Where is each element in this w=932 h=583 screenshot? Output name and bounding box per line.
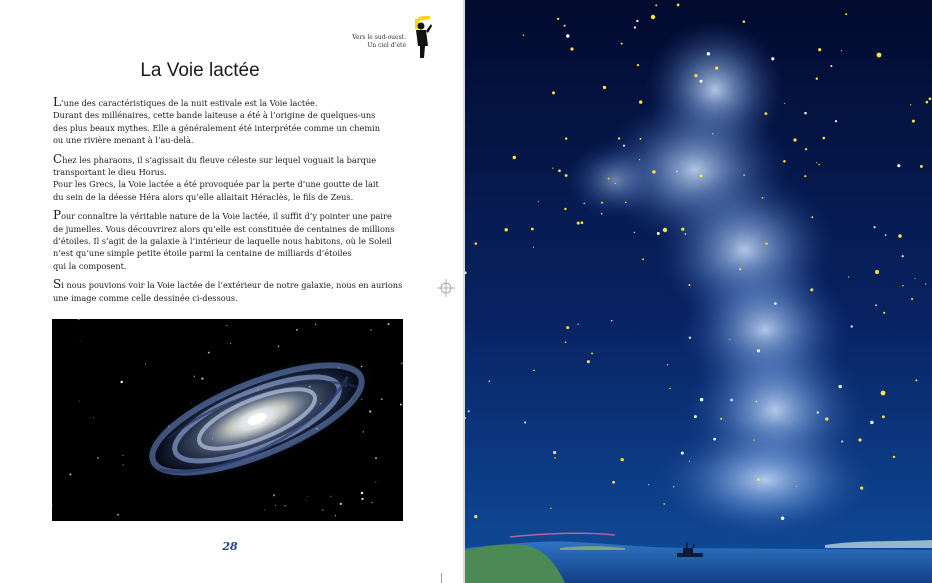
star bbox=[375, 482, 376, 483]
star bbox=[601, 213, 603, 215]
star bbox=[565, 174, 568, 177]
star bbox=[755, 401, 757, 403]
star bbox=[513, 156, 516, 159]
star bbox=[810, 288, 813, 291]
star bbox=[400, 403, 402, 405]
star bbox=[475, 242, 478, 245]
star bbox=[681, 452, 684, 455]
star bbox=[676, 170, 677, 171]
paragraph-text: our connaître la véritable nature de la Voie lactée, il suffit d’y pointer une paire de jumelles. Vous découvrirez alors qu’elle est constituée de centaines de millions d’étoiles. Il s’agit de la galaxie à l’intérieur de laquelle nous habitons, où le Soleil n’est qu’une simple petite étoile parmi la centaine de milliards d’étoiles qui la composent. bbox=[53, 211, 395, 271]
star bbox=[581, 221, 584, 224]
star bbox=[657, 232, 660, 235]
star bbox=[648, 484, 649, 485]
star bbox=[117, 514, 119, 516]
star bbox=[273, 494, 275, 496]
star bbox=[818, 48, 821, 51]
star bbox=[818, 164, 820, 166]
page-number: 28 bbox=[222, 540, 238, 553]
star bbox=[823, 137, 826, 140]
star bbox=[655, 4, 657, 6]
crop-mark bbox=[441, 573, 448, 583]
star bbox=[883, 312, 885, 314]
article-body bbox=[53, 96, 403, 310]
star bbox=[533, 370, 535, 372]
star bbox=[381, 398, 383, 400]
star bbox=[700, 175, 703, 178]
star bbox=[371, 502, 372, 503]
star bbox=[615, 183, 616, 184]
star bbox=[685, 233, 687, 235]
star bbox=[601, 202, 603, 204]
star bbox=[765, 242, 767, 244]
star bbox=[694, 74, 697, 77]
star bbox=[902, 255, 904, 257]
star bbox=[468, 410, 470, 412]
star bbox=[784, 103, 785, 104]
star bbox=[816, 78, 818, 80]
star bbox=[902, 285, 903, 286]
corner-note-line-1: Vers le sud-ouest. bbox=[352, 34, 406, 41]
star bbox=[753, 439, 754, 440]
star bbox=[524, 422, 526, 424]
star bbox=[612, 481, 615, 484]
star bbox=[910, 104, 911, 105]
star bbox=[689, 461, 690, 462]
star bbox=[673, 486, 674, 487]
star bbox=[591, 352, 593, 354]
star bbox=[870, 421, 873, 424]
star bbox=[720, 418, 722, 420]
star bbox=[69, 473, 71, 475]
star bbox=[841, 50, 842, 51]
star bbox=[308, 496, 309, 497]
star bbox=[611, 320, 613, 322]
star bbox=[885, 234, 887, 236]
star bbox=[335, 515, 336, 516]
star bbox=[875, 304, 877, 306]
star bbox=[817, 411, 819, 413]
star bbox=[121, 381, 123, 383]
star bbox=[915, 379, 917, 381]
star bbox=[730, 399, 733, 402]
star bbox=[634, 26, 636, 28]
star bbox=[805, 148, 807, 150]
star bbox=[689, 284, 691, 286]
drop-cap: C bbox=[53, 151, 63, 166]
star bbox=[858, 438, 861, 441]
paragraph-1 bbox=[53, 96, 403, 147]
galaxy-illustration bbox=[52, 319, 403, 521]
star bbox=[912, 120, 915, 123]
star bbox=[340, 503, 342, 505]
star bbox=[774, 302, 777, 305]
star bbox=[860, 487, 863, 490]
star bbox=[893, 456, 895, 458]
star bbox=[712, 133, 713, 134]
star bbox=[621, 43, 623, 45]
star bbox=[533, 247, 534, 248]
star bbox=[729, 339, 730, 340]
right-page-night-sky-illustration bbox=[465, 0, 932, 583]
star bbox=[771, 57, 774, 60]
star bbox=[489, 380, 491, 382]
star bbox=[296, 329, 298, 331]
star bbox=[642, 258, 644, 260]
star bbox=[370, 329, 371, 330]
star bbox=[122, 455, 123, 456]
star bbox=[558, 169, 561, 172]
star bbox=[762, 197, 764, 199]
star bbox=[275, 505, 276, 506]
star bbox=[583, 203, 584, 204]
milky-way-sky-image bbox=[465, 0, 932, 583]
star bbox=[538, 201, 539, 202]
star bbox=[553, 451, 556, 454]
star bbox=[713, 438, 716, 441]
star bbox=[811, 216, 813, 218]
star bbox=[835, 120, 837, 122]
star bbox=[230, 343, 231, 344]
star bbox=[201, 377, 203, 379]
star bbox=[783, 160, 786, 163]
drop-cap: P bbox=[53, 208, 62, 223]
star bbox=[523, 34, 524, 35]
star bbox=[897, 164, 900, 167]
star bbox=[505, 228, 508, 231]
star bbox=[700, 398, 703, 401]
star bbox=[566, 326, 569, 329]
star bbox=[715, 67, 718, 70]
star bbox=[577, 222, 580, 225]
paragraph-4 bbox=[53, 278, 403, 304]
star bbox=[577, 324, 578, 325]
star bbox=[825, 417, 828, 420]
star bbox=[663, 503, 665, 505]
star bbox=[925, 283, 926, 284]
star bbox=[623, 145, 625, 147]
observer-silhouette-icon bbox=[406, 16, 434, 60]
star bbox=[700, 80, 703, 83]
paragraph-text: ’une des caractéristiques de la nuit estivale est la Voie lactée. Durant des millénaires, cette bande laiteuse a été à l’origine de quelques-uns des plus beaux mythes. Elle a généralement été interprétée comme un chemin ou une rivière menant à l’au-delà. bbox=[53, 98, 380, 146]
star bbox=[264, 509, 265, 510]
star bbox=[669, 388, 670, 389]
star bbox=[145, 363, 146, 364]
star bbox=[565, 341, 567, 343]
paragraph-text: i nous pouvions voir la Voie lactée de l’extérieur de notre galaxie, nous en aurions une image comme celle dessinée ci-dessous. bbox=[53, 280, 403, 303]
star bbox=[552, 91, 555, 94]
star bbox=[97, 457, 99, 459]
star bbox=[608, 178, 610, 180]
star bbox=[639, 159, 640, 160]
star bbox=[926, 101, 929, 104]
star bbox=[93, 417, 94, 418]
star bbox=[552, 167, 553, 168]
star bbox=[637, 64, 639, 66]
star bbox=[911, 298, 913, 300]
page-title: La Voie lactée bbox=[140, 60, 260, 81]
star bbox=[636, 20, 638, 22]
star bbox=[743, 20, 746, 23]
spiral-galaxy-image bbox=[52, 319, 403, 521]
star bbox=[278, 346, 280, 348]
star bbox=[123, 464, 124, 465]
left-page bbox=[0, 0, 463, 583]
star bbox=[554, 457, 556, 459]
star bbox=[531, 228, 534, 231]
drop-cap: L bbox=[53, 95, 61, 109]
paragraph-2 bbox=[53, 153, 403, 204]
star bbox=[566, 34, 569, 37]
star bbox=[739, 268, 741, 270]
star bbox=[781, 517, 784, 520]
star bbox=[848, 276, 849, 277]
corner-note bbox=[344, 34, 406, 50]
drop-cap: S bbox=[53, 277, 62, 292]
star bbox=[830, 65, 832, 67]
star bbox=[874, 226, 876, 228]
star bbox=[639, 100, 642, 103]
corner-note-line-2: Un ciel d’été bbox=[367, 42, 406, 49]
star bbox=[369, 410, 371, 412]
star bbox=[401, 362, 403, 364]
star bbox=[284, 505, 286, 507]
star bbox=[226, 325, 227, 326]
star bbox=[667, 364, 668, 365]
star bbox=[79, 401, 80, 402]
paragraph-3 bbox=[53, 209, 403, 272]
star bbox=[915, 278, 916, 279]
star bbox=[920, 165, 923, 168]
star bbox=[816, 162, 817, 163]
star bbox=[845, 13, 847, 15]
star bbox=[618, 137, 620, 139]
star bbox=[361, 492, 363, 494]
paragraph-text: hez les pharaons, il s’agissait du fleuve céleste sur lequel voguait la barque transportant le dieu Horus. Pour les Grecs, la Voie lactée a été provoquée par la perte d’une goutte de lait du sein de la déesse Héra alors qu’elle allaitait Héraclès, le fils de Zeus. bbox=[53, 154, 379, 202]
star bbox=[80, 340, 81, 341]
star bbox=[208, 352, 210, 354]
star bbox=[621, 458, 624, 461]
star bbox=[796, 486, 797, 487]
star bbox=[194, 376, 195, 377]
star bbox=[474, 515, 477, 518]
star bbox=[306, 500, 307, 501]
star bbox=[759, 350, 760, 351]
star bbox=[375, 457, 377, 459]
star bbox=[315, 324, 316, 325]
star bbox=[361, 498, 363, 500]
star bbox=[652, 170, 655, 173]
star bbox=[929, 97, 932, 100]
star bbox=[550, 508, 551, 509]
star bbox=[634, 232, 635, 233]
star bbox=[330, 496, 331, 497]
star bbox=[322, 509, 324, 511]
star bbox=[851, 325, 853, 327]
star bbox=[841, 441, 843, 443]
star bbox=[564, 208, 566, 210]
star bbox=[603, 86, 606, 89]
star bbox=[689, 337, 691, 339]
star bbox=[804, 175, 806, 177]
star bbox=[587, 360, 590, 363]
star bbox=[757, 478, 760, 481]
star bbox=[804, 112, 807, 115]
star bbox=[677, 4, 680, 7]
star bbox=[694, 415, 697, 418]
star bbox=[639, 138, 641, 140]
star bbox=[557, 18, 559, 20]
star bbox=[564, 25, 566, 27]
star bbox=[765, 112, 768, 115]
star bbox=[707, 52, 710, 55]
star bbox=[363, 431, 364, 432]
star bbox=[625, 202, 627, 204]
star bbox=[681, 228, 684, 231]
star bbox=[388, 323, 390, 325]
star bbox=[839, 385, 842, 388]
crosshair-register-mark-icon bbox=[437, 279, 455, 297]
star bbox=[882, 415, 885, 418]
star bbox=[743, 174, 745, 176]
star bbox=[565, 137, 567, 139]
